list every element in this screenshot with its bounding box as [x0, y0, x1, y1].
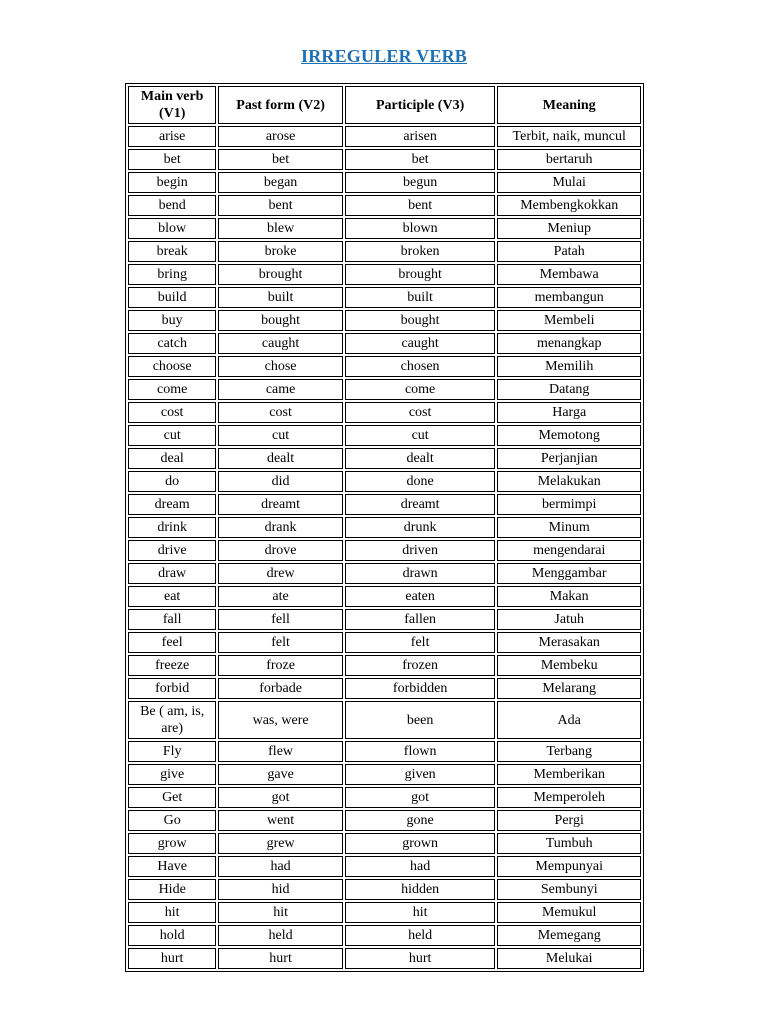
cell-main-verb: freeze: [128, 655, 216, 676]
cell-past-form: built: [218, 287, 342, 308]
cell-participle: forbidden: [345, 678, 496, 699]
table-row: [128, 540, 641, 561]
cell-past-form: drove: [218, 540, 342, 561]
cell-meaning: Memperoleh: [497, 787, 641, 808]
table-row: [128, 609, 641, 630]
cell-main-verb: choose: [128, 356, 216, 377]
cell-meaning: Pergi: [497, 810, 641, 831]
cell-participle: fallen: [345, 609, 496, 630]
cell-participle: drawn: [345, 563, 496, 584]
table-row: [128, 195, 641, 216]
cell-participle: been: [345, 701, 496, 739]
cell-past-form: felt: [218, 632, 342, 653]
cell-participle: brought: [345, 264, 496, 285]
cell-past-form: held: [218, 925, 342, 946]
cell-participle: dealt: [345, 448, 496, 469]
cell-main-verb: begin: [128, 172, 216, 193]
cell-past-form: chose: [218, 356, 342, 377]
irregular-verb-table: [125, 83, 644, 972]
cell-main-verb: Hide: [128, 879, 216, 900]
table-row: [128, 925, 641, 946]
cell-main-verb: bring: [128, 264, 216, 285]
cell-main-verb: deal: [128, 448, 216, 469]
cell-main-verb: build: [128, 287, 216, 308]
cell-past-form: cost: [218, 402, 342, 423]
table-row: [128, 879, 641, 900]
table-row: [128, 425, 641, 446]
table-row: [128, 402, 641, 423]
cell-participle: had: [345, 856, 496, 877]
cell-past-form: blew: [218, 218, 342, 239]
table-row: [128, 264, 641, 285]
cell-main-verb: hold: [128, 925, 216, 946]
cell-past-form: forbade: [218, 678, 342, 699]
table-body: [128, 126, 641, 969]
cell-meaning: membangun: [497, 287, 641, 308]
table-row: [128, 379, 641, 400]
cell-main-verb: hit: [128, 902, 216, 923]
cell-meaning: bermimpi: [497, 494, 641, 515]
cell-participle: driven: [345, 540, 496, 561]
cell-meaning: Memegang: [497, 925, 641, 946]
cell-meaning: Memukul: [497, 902, 641, 923]
cell-past-form: got: [218, 787, 342, 808]
cell-meaning: Mempunyai: [497, 856, 641, 877]
cell-main-verb: cost: [128, 402, 216, 423]
cell-past-form: went: [218, 810, 342, 831]
table-row: [128, 126, 641, 147]
cell-participle: given: [345, 764, 496, 785]
cell-past-form: began: [218, 172, 342, 193]
cell-past-form: did: [218, 471, 342, 492]
cell-meaning: Membeku: [497, 655, 641, 676]
cell-past-form: gave: [218, 764, 342, 785]
cell-meaning: Menggambar: [497, 563, 641, 584]
cell-participle: done: [345, 471, 496, 492]
cell-meaning: Membengkokkan: [497, 195, 641, 216]
cell-main-verb: Get: [128, 787, 216, 808]
table-row: [128, 810, 641, 831]
table-row: [128, 833, 641, 854]
table-row: [128, 563, 641, 584]
cell-past-form: froze: [218, 655, 342, 676]
cell-meaning: Melukai: [497, 948, 641, 969]
table-row: [128, 856, 641, 877]
cell-participle: broken: [345, 241, 496, 262]
cell-participle: caught: [345, 333, 496, 354]
cell-participle: held: [345, 925, 496, 946]
cell-main-verb: hurt: [128, 948, 216, 969]
cell-meaning: Datang: [497, 379, 641, 400]
cell-main-verb: drive: [128, 540, 216, 561]
cell-past-form: dealt: [218, 448, 342, 469]
cell-meaning: menangkap: [497, 333, 641, 354]
table-row: [128, 172, 641, 193]
cell-main-verb: feel: [128, 632, 216, 653]
cell-past-form: hit: [218, 902, 342, 923]
cell-meaning: Melarang: [497, 678, 641, 699]
cell-main-verb: bet: [128, 149, 216, 170]
header-past-form: Past form (V2): [218, 86, 342, 124]
cell-past-form: drank: [218, 517, 342, 538]
cell-main-verb: forbid: [128, 678, 216, 699]
cell-meaning: Membawa: [497, 264, 641, 285]
cell-participle: got: [345, 787, 496, 808]
table-row: [128, 655, 641, 676]
cell-meaning: Tumbuh: [497, 833, 641, 854]
cell-meaning: Makan: [497, 586, 641, 607]
table-row: [128, 241, 641, 262]
cell-meaning: Memotong: [497, 425, 641, 446]
cell-participle: hurt: [345, 948, 496, 969]
cell-meaning: mengendarai: [497, 540, 641, 561]
table-row: [128, 764, 641, 785]
cell-main-verb: break: [128, 241, 216, 262]
header-main-verb: Main verb (V1): [128, 86, 216, 124]
cell-meaning: Ada: [497, 701, 641, 739]
table-row: [128, 356, 641, 377]
cell-main-verb: arise: [128, 126, 216, 147]
cell-participle: hidden: [345, 879, 496, 900]
header-meaning: Meaning: [497, 86, 641, 124]
table-row: [128, 948, 641, 969]
cell-participle: frozen: [345, 655, 496, 676]
cell-main-verb: buy: [128, 310, 216, 331]
cell-participle: gone: [345, 810, 496, 831]
cell-participle: bought: [345, 310, 496, 331]
cell-participle: dreamt: [345, 494, 496, 515]
cell-participle: cut: [345, 425, 496, 446]
cell-meaning: Minum: [497, 517, 641, 538]
cell-participle: built: [345, 287, 496, 308]
cell-main-verb: Fly: [128, 741, 216, 762]
cell-main-verb: Be ( am, is, are): [128, 701, 216, 739]
cell-past-form: broke: [218, 241, 342, 262]
cell-past-form: fell: [218, 609, 342, 630]
cell-past-form: hurt: [218, 948, 342, 969]
cell-meaning: Meniup: [497, 218, 641, 239]
cell-participle: bent: [345, 195, 496, 216]
cell-meaning: bertaruh: [497, 149, 641, 170]
cell-past-form: bought: [218, 310, 342, 331]
cell-meaning: Terbang: [497, 741, 641, 762]
table-row: [128, 218, 641, 239]
cell-meaning: Jatuh: [497, 609, 641, 630]
cell-main-verb: dream: [128, 494, 216, 515]
cell-meaning: Patah: [497, 241, 641, 262]
cell-participle: bet: [345, 149, 496, 170]
cell-participle: chosen: [345, 356, 496, 377]
table-row: [128, 701, 641, 739]
table-row: [128, 310, 641, 331]
table-row: [128, 448, 641, 469]
cell-main-verb: come: [128, 379, 216, 400]
table-row: [128, 494, 641, 515]
cell-participle: begun: [345, 172, 496, 193]
cell-main-verb: grow: [128, 833, 216, 854]
table-row: [128, 586, 641, 607]
cell-main-verb: Go: [128, 810, 216, 831]
cell-main-verb: blow: [128, 218, 216, 239]
cell-past-form: caught: [218, 333, 342, 354]
cell-past-form: dreamt: [218, 494, 342, 515]
cell-past-form: grew: [218, 833, 342, 854]
cell-past-form: came: [218, 379, 342, 400]
cell-participle: eaten: [345, 586, 496, 607]
cell-participle: blown: [345, 218, 496, 239]
cell-meaning: Memilih: [497, 356, 641, 377]
cell-main-verb: do: [128, 471, 216, 492]
cell-participle: drunk: [345, 517, 496, 538]
cell-meaning: Membeli: [497, 310, 641, 331]
table-row: [128, 333, 641, 354]
cell-main-verb: cut: [128, 425, 216, 446]
cell-participle: felt: [345, 632, 496, 653]
table-row: [128, 678, 641, 699]
header-participle: Participle (V3): [345, 86, 496, 124]
cell-main-verb: bend: [128, 195, 216, 216]
table-row: [128, 787, 641, 808]
cell-meaning: Terbit, naik, muncul: [497, 126, 641, 147]
cell-main-verb: draw: [128, 563, 216, 584]
cell-past-form: drew: [218, 563, 342, 584]
cell-meaning: Sembunyi: [497, 879, 641, 900]
cell-past-form: ate: [218, 586, 342, 607]
cell-past-form: flew: [218, 741, 342, 762]
table-header-row: [128, 86, 641, 124]
table-row: [128, 471, 641, 492]
cell-meaning: Mulai: [497, 172, 641, 193]
cell-meaning: Memberikan: [497, 764, 641, 785]
cell-participle: flown: [345, 741, 496, 762]
table-row: [128, 902, 641, 923]
cell-main-verb: Have: [128, 856, 216, 877]
cell-participle: grown: [345, 833, 496, 854]
cell-participle: come: [345, 379, 496, 400]
cell-participle: arisen: [345, 126, 496, 147]
table-row: [128, 741, 641, 762]
page-title: IRREGULER VERB: [300, 46, 467, 66]
cell-past-form: cut: [218, 425, 342, 446]
cell-meaning: Perjanjian: [497, 448, 641, 469]
cell-meaning: Merasakan: [497, 632, 641, 653]
table-row: [128, 517, 641, 538]
cell-participle: cost: [345, 402, 496, 423]
table-row: [128, 632, 641, 653]
table-row: [128, 287, 641, 308]
table-row: [128, 149, 641, 170]
cell-main-verb: catch: [128, 333, 216, 354]
cell-participle: hit: [345, 902, 496, 923]
cell-past-form: was, were: [218, 701, 342, 739]
cell-past-form: had: [218, 856, 342, 877]
cell-past-form: bent: [218, 195, 342, 216]
cell-main-verb: eat: [128, 586, 216, 607]
cell-main-verb: fall: [128, 609, 216, 630]
cell-past-form: brought: [218, 264, 342, 285]
cell-meaning: Harga: [497, 402, 641, 423]
cell-past-form: arose: [218, 126, 342, 147]
cell-main-verb: give: [128, 764, 216, 785]
cell-main-verb: drink: [128, 517, 216, 538]
cell-past-form: hid: [218, 879, 342, 900]
cell-meaning: Melakukan: [497, 471, 641, 492]
cell-past-form: bet: [218, 149, 342, 170]
